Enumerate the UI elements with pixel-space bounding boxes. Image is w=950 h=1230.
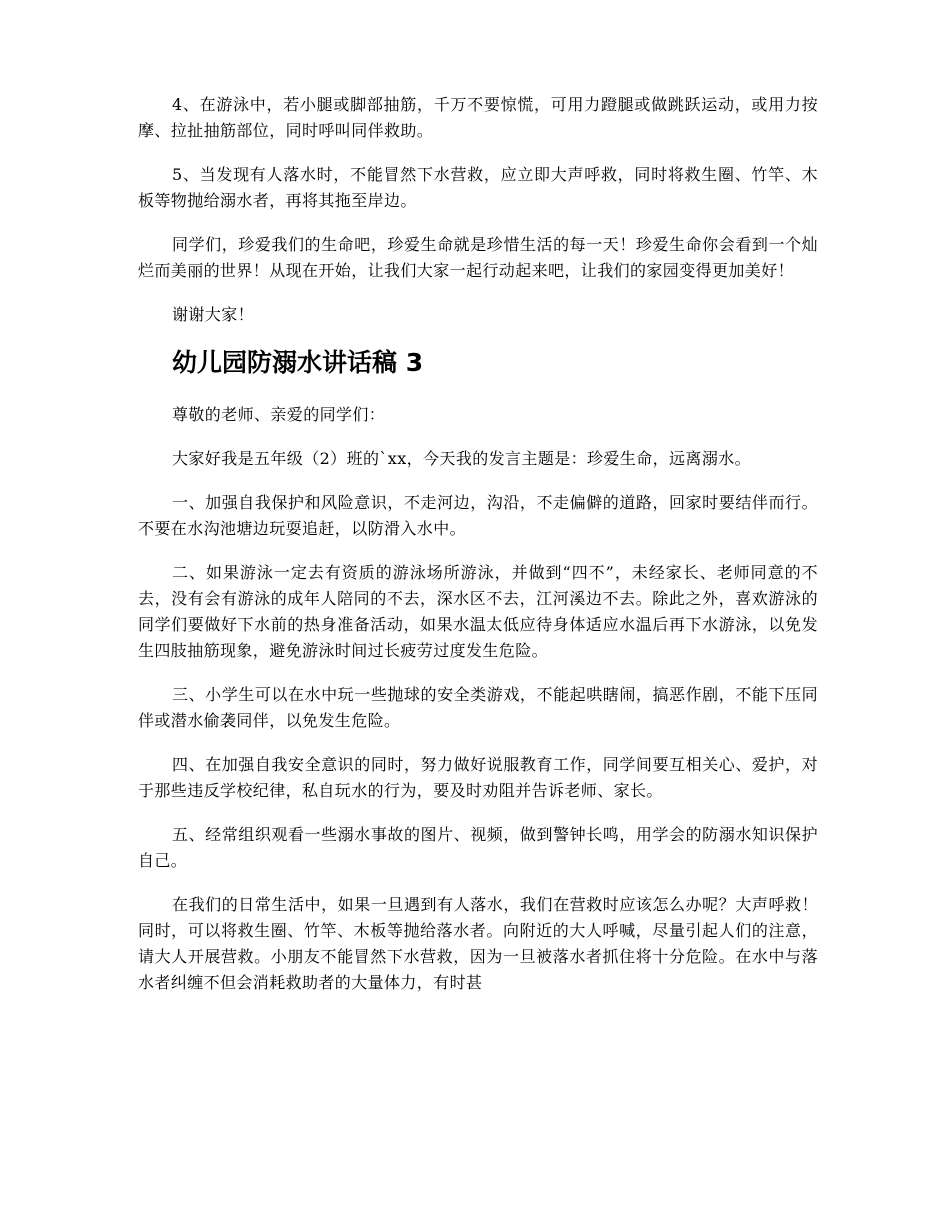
paragraph-point-4: 四、在加强自我安全意识的同时，努力做好说服教育工作，同学间要互相关心、爱护，对于那些违反学校纪律，私自玩水的行为，要及时劝阻并告诉老师、家长。: [138, 755, 818, 800]
paragraph-point-2: 二、如果游泳一定去有资质的游泳场所游泳，并做到“四不”，未经家长、老师同意的不去，没有会有游泳的成年人陪同的不去，深水区不去，江河溪边不去。除此之外，喜欢游泳的同学们要做好下水前的热身准备活动，如果水温太低应待身体适应水温后再下水游泳，以免发生四肢抽筋现象，避免游泳时间过长疲劳过度发生危险。: [138, 563, 818, 660]
paragraph-point-5: 五、经常组织观看一些溺水事故的图片、视频，做到警钟长鸣，用学会的防溺水知识保护自己。: [138, 825, 818, 870]
section-title: 幼儿园防溺水讲话稿 3: [172, 348, 424, 377]
paragraph-tip-4: 4、在游泳中，若小腿或脚部抽筋，千万不要惊慌，可用力蹬腿或做跳跃运动，或用力按摩、拉扯抽筋部位，同时呼叫同伴救助。: [138, 95, 818, 140]
paragraph-point-3: 三、小学生可以在水中玩一些抛球的安全类游戏，不能起哄瞎闹，搞恶作剧，不能下压同伴或潜水偷袭同伴，以免发生危险。: [138, 685, 818, 730]
paragraph-point-1: 一、加强自我保护和风险意识，不走河边，沟沿，不走偏僻的道路，回家时要结伴而行。不要在水沟池塘边玩耍追赶，以防滑入水中。: [138, 493, 818, 538]
document-page: [138, 92, 818, 1014]
paragraph-closing: 同学们，珍爱我们的生命吧，珍爱生命就是珍惜生活的每一天！珍爱生命你会看到一个灿烂而美丽的世界！从现在开始，让我们大家一起行动起来吧，让我们的家园变得更加美好！: [138, 235, 818, 280]
paragraph-thanks: 谢谢大家！: [172, 305, 255, 324]
paragraph-greeting: 尊敬的老师、亲爱的同学们：: [172, 405, 386, 424]
paragraph-intro: 大家好我是五年级（2）班的`xx，今天我的发言主题是：珍爱生命，远离溺水。: [172, 449, 752, 468]
paragraph-rescue: 在我们的日常生活中，如果一旦遇到有人落水，我们在营救时应该怎么办呢？大声呼救！同时，可以将救生圈、竹竿、木板等抛给落水者。向附近的大人呼喊，尽量引起人们的注意，请大人开展营救。小朋友不能冒然下水营救，因为一旦被落水者抓住将十分危险。在水中与落水者纠缠不但会消耗救助者的大量体力，有时甚: [138, 895, 818, 992]
paragraph-tip-5: 5、当发现有人落水时，不能冒然下水营救，应立即大声呼救，同时将救生圈、竹竿、木板等物抛给溺水者，再将其拖至岸边。: [138, 165, 818, 210]
